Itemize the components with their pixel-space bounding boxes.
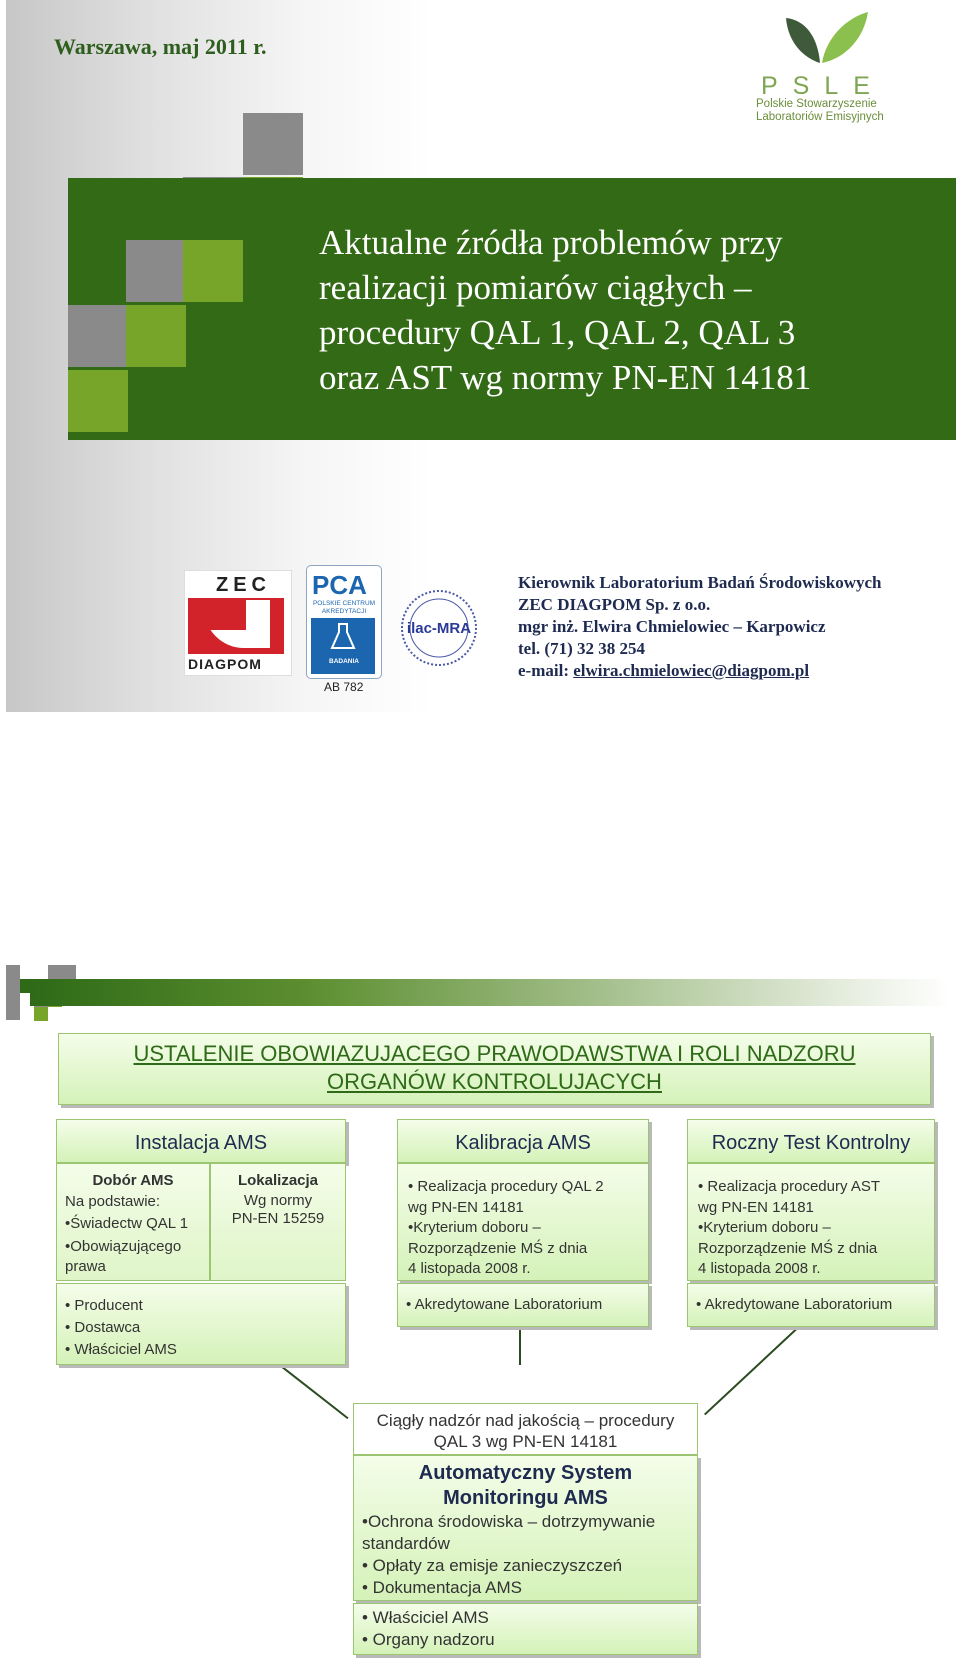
- owner-line: • Właściciel AMS: [362, 1608, 489, 1627]
- dobor-line: •Obowiązującego: [65, 1237, 182, 1255]
- dobor-line: •Świadectw QAL 1: [65, 1215, 189, 1232]
- ams-line: • Opłaty za emisje zanieczyszczeń: [362, 1556, 623, 1575]
- lokalizacja-line: PN-EN 15259: [231, 1209, 325, 1227]
- owner-box: [353, 1603, 698, 1655]
- contact-phone: tel. (71) 32 38 254: [518, 639, 646, 658]
- slide2-title: [58, 1033, 931, 1105]
- dobor-line: prawa: [65, 1258, 106, 1275]
- contact-block: [518, 572, 882, 682]
- psle-leaf-icon: [776, 8, 876, 68]
- col3-line: •Kryterium doboru –: [698, 1219, 831, 1236]
- col1-left-box: [56, 1163, 210, 1281]
- col2-header: Kalibracja AMS: [455, 1132, 591, 1154]
- deco-square: [243, 113, 303, 175]
- col2-body-box: [397, 1163, 649, 1281]
- col3-line: 4 listopada 2008 r.: [698, 1260, 821, 1277]
- col2-line: • Realizacja procedury QAL 2: [408, 1178, 604, 1195]
- col1-bottom-line: • Właściciel AMS: [65, 1341, 177, 1358]
- ilac-mra-text: ilac-MRA: [406, 620, 472, 637]
- dobor-title: Dobór AMS: [92, 1172, 174, 1189]
- col2-line: Rozporządzenie MŚ z dnia: [408, 1239, 588, 1257]
- pca-sub-line: AKREDYTACJI: [321, 608, 367, 615]
- contact-email-row: [518, 660, 882, 682]
- psle-logo-text: PSLE: [761, 72, 885, 100]
- col3-bottom-line: • Akredytowane Laboratorium: [696, 1296, 893, 1313]
- zec-logo-text: ZEC: [216, 574, 271, 596]
- col3-line: • Realizacja procedury AST: [698, 1178, 880, 1195]
- col2-line: •Kryterium doboru –: [408, 1219, 541, 1236]
- col3-line: Rozporządzenie MŚ z dnia: [698, 1239, 878, 1257]
- col2-bottom-box: [397, 1283, 649, 1327]
- deco-square: [68, 305, 128, 367]
- deco-square: [48, 965, 62, 979]
- contact-company: ZEC DIAGPOM Sp. z o.o.: [518, 595, 711, 614]
- col3-bottom-box: [687, 1283, 935, 1327]
- title-line: realizacji pomiarów ciągłych –: [319, 268, 752, 307]
- title-line: procedury QAL 1, QAL 2, QAL 3: [319, 313, 796, 352]
- ams-box: [353, 1455, 698, 1601]
- deco-square: [62, 965, 76, 979]
- col3-body-box: [687, 1163, 935, 1281]
- col2-line: 4 listopada 2008 r.: [408, 1260, 531, 1277]
- ams-title: Monitoringu AMS: [443, 1487, 608, 1509]
- title-line: Aktualne źródła problemów przy: [319, 223, 783, 262]
- col2-bottom-line: • Akredytowane Laboratorium: [406, 1296, 603, 1313]
- ams-title: Automatyczny System: [418, 1462, 633, 1484]
- col2-line: wg PN-EN 14181: [408, 1198, 524, 1216]
- col1-bottom-line: • Dostawca: [65, 1319, 141, 1336]
- presentation-title: [319, 220, 919, 400]
- zec-logo-shape: [204, 600, 246, 630]
- connector-line: [279, 1364, 349, 1419]
- col1-bottom-box: [56, 1283, 346, 1365]
- email-label: e-mail:: [518, 661, 574, 680]
- contact-position: Kierownik Laboratorium Badań Środowiskowych: [518, 573, 882, 592]
- ilac-mra-logo: [399, 588, 479, 668]
- col3-line: wg PN-EN 14181: [698, 1198, 814, 1216]
- date-label: Warszawa, maj 2011 r.: [54, 34, 267, 59]
- contact-person: mgr inż. Elwira Chmielowiec – Karpowicz: [518, 617, 826, 636]
- connector-line: [704, 1327, 799, 1416]
- deco-square: [183, 240, 243, 302]
- connector-line: [519, 1327, 521, 1365]
- deco-square: [126, 305, 186, 367]
- pca-badania-label: BADANIA: [329, 658, 359, 665]
- accreditation-number: AB 782: [324, 680, 364, 694]
- slide2-title-line: USTALENIE OBOWIAZUJACEGO PRAWODAWSTWA I ROLI NADZORU: [133, 1041, 856, 1066]
- diagpom-logo-text: DIAGPOM: [188, 656, 262, 672]
- col3-header: Roczny Test Kontrolny: [711, 1132, 911, 1154]
- col3-header-box: [687, 1119, 935, 1163]
- dobor-line: Na podstawie:: [65, 1192, 161, 1210]
- lokalizacja-title: Lokalizacja: [237, 1172, 319, 1189]
- psle-sub-line: Laboratoriów Emisyjnych: [756, 111, 884, 123]
- pca-logo-subtitle: [312, 600, 376, 616]
- email-link[interactable]: elwira.chmielowiec@diagpom.pl: [573, 661, 810, 680]
- col1-header: Instalacja AMS: [134, 1132, 268, 1154]
- deco-square: [6, 965, 20, 1020]
- deco-square: [68, 370, 128, 432]
- qal3-line: Ciągły nadzór nad jakością – procedury: [376, 1411, 675, 1430]
- psle-logo-subtitle: [756, 98, 884, 124]
- pca-logo-text: PCA: [312, 570, 367, 600]
- title-slide: [6, 0, 956, 712]
- col1-right-box: [210, 1163, 346, 1281]
- qal3-box: [353, 1403, 698, 1455]
- psle-sub-line: Polskie Stowarzyszenie: [756, 98, 877, 110]
- col1-header-box: [56, 1119, 346, 1163]
- title-line: oraz AST wg normy PN-EN 14181: [319, 358, 812, 397]
- flask-icon: [330, 622, 356, 652]
- qal3-line: QAL 3 wg PN-EN 14181: [433, 1432, 618, 1451]
- header-bar: [30, 979, 950, 1006]
- col1-bottom-line: • Producent: [65, 1297, 143, 1314]
- pca-sub-line: POLSKIE CENTRUM: [312, 600, 376, 607]
- col2-header-box: [397, 1119, 649, 1163]
- ams-line: standardów: [362, 1534, 450, 1553]
- ams-line: • Dokumentacja AMS: [362, 1578, 522, 1597]
- ams-line: •Ochrona środowiska – dotrzymywanie: [362, 1512, 656, 1531]
- deco-square: [126, 240, 186, 302]
- lokalizacja-line: Wg normy: [243, 1191, 313, 1209]
- deco-square: [34, 1007, 48, 1021]
- owner-line: • Organy nadzoru: [362, 1630, 495, 1649]
- slide2-title-line: ORGANÓW KONTROLUJACYCH: [327, 1069, 662, 1094]
